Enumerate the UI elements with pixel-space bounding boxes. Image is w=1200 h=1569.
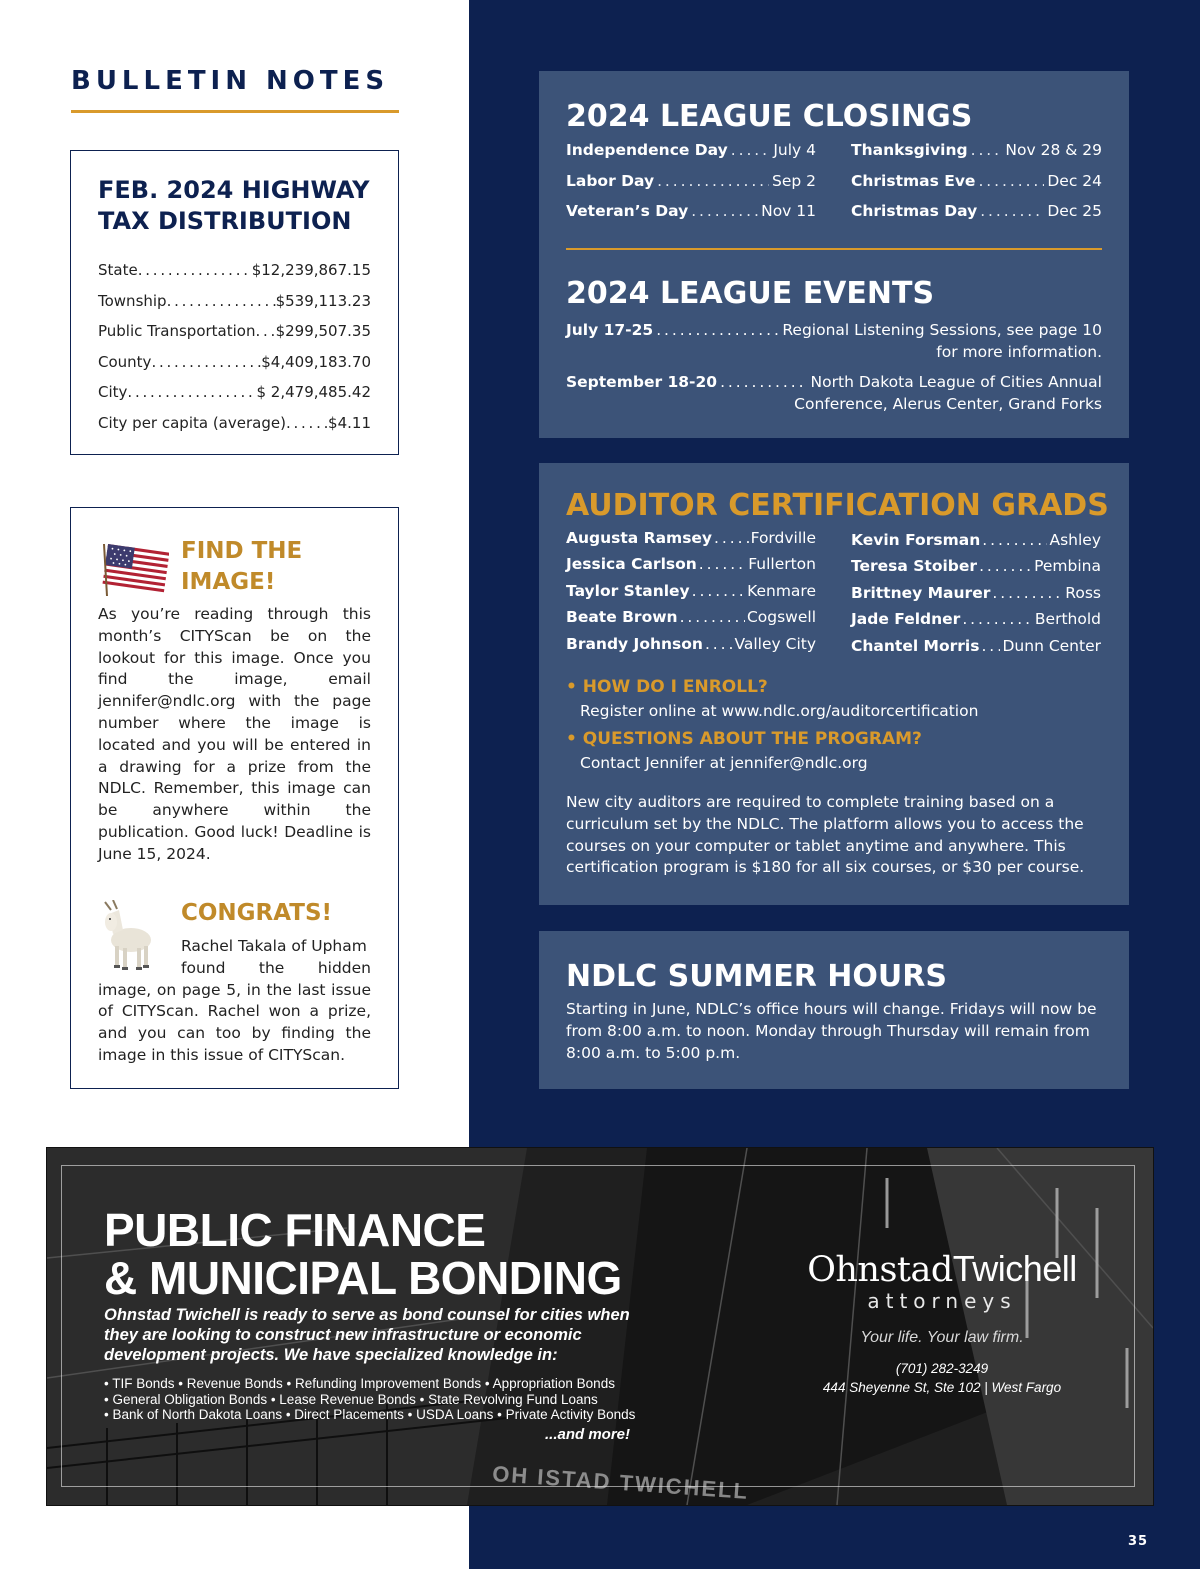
closing-row: Christmas Eve . . . Dec 24	[851, 172, 1102, 203]
event-item: September 18-20 . . . North Dakota League of Cities Annual Conference, Alerus Center, Grand Forks	[566, 371, 1102, 415]
tax-row: City . . . $ 2,479,485.42	[98, 377, 371, 408]
building-sign-text: OH ISTAD TWICHELL	[491, 1461, 750, 1504]
tax-title-line2: TAX DISTRIBUTION	[98, 207, 352, 235]
enroll-heading: • HOW DO I ENROLL?	[566, 677, 768, 697]
tax-row: Public Transportation . . . $299,507.35	[98, 316, 371, 347]
ad-title: PUBLIC FINANCE & MUNICIPAL BONDING	[104, 1204, 622, 1304]
grad-row: Kevin Forsman . . . Ashley	[851, 531, 1101, 557]
firm-logo	[797, 1248, 1087, 1395]
grad-row: Augusta Ramsey . . . Fordville	[566, 529, 816, 555]
closings-title: 2024 LEAGUE CLOSINGS	[566, 99, 973, 134]
bulletin-title: BULLETIN NOTES	[71, 66, 390, 96]
closings-left-list	[566, 141, 816, 233]
questions-text: Contact Jennifer at jennifer@ndlc.org	[580, 754, 868, 772]
auditor-panel	[539, 463, 1129, 905]
grad-row: Jessica Carlson . . . Fullerton	[566, 555, 816, 581]
tax-row: State . . . $12,239,867.15	[98, 255, 371, 286]
summer-hours-panel	[539, 931, 1129, 1089]
grad-row: Brandy Johnson . . . Valley City	[566, 635, 816, 661]
find-title: FIND THE IMAGE!	[181, 538, 303, 595]
firm-sub: attorneys	[867, 1289, 1017, 1313]
closing-row: Christmas Day . . . Dec 25	[851, 202, 1102, 233]
grad-row: Jade Feldner . . . Berthold	[851, 610, 1101, 636]
auditor-title: AUDITOR CERTIFICATION GRADS	[566, 488, 1109, 523]
firm-phone: (701) 282-3249	[895, 1361, 989, 1376]
grads-right-list	[851, 531, 1101, 663]
closings-right-list	[851, 141, 1102, 233]
tax-row: Township . . . $539,113.23	[98, 286, 371, 317]
bulletin-rule	[71, 110, 399, 113]
grad-row: Chantel Morris . . . Dunn Center	[851, 637, 1101, 663]
firm-name: OhnstadTwichell	[807, 1248, 1077, 1290]
hours-title: NDLC SUMMER HOURS	[566, 959, 947, 994]
ohnstad-twichell-ad	[46, 1147, 1154, 1506]
find-the-image-box	[70, 507, 399, 1089]
hours-text: Starting in June, NDLC’s office hours will change. Fridays will now be from 8:00 a.m. to noon. Monday through Thursday will remain from 8:00 a.m. to 5:00 p.m.	[566, 1000, 1097, 1062]
find-text: As you’re reading through this month’s CITYScan be on the lookout for this image. Once you find the image, email jennifer@ndlc.org with the page number where the image is located and you will be entered in a drawing for a prize from the NDLC. Remember, this image can be anywhere within the publication. Good luck! Deadline is June 15, 2024.	[98, 605, 371, 863]
grads-left-list	[566, 529, 816, 661]
tax-distribution-box	[70, 150, 399, 455]
grad-row: Taylor Stanley . . . Kenmare	[566, 582, 816, 608]
questions-heading: • QUESTIONS ABOUT THE PROGRAM?	[566, 729, 922, 749]
closing-row: Veteran’s Day . . . Nov 11	[566, 202, 816, 233]
tax-row: City per capita (average) . . . $4.11	[98, 408, 371, 439]
congrats-title: CONGRATS!	[181, 900, 333, 926]
tax-title-line1: FEB. 2024 HIGHWAY	[98, 176, 370, 204]
ad-more: ...and more!	[545, 1426, 631, 1443]
grad-row: Brittney Maurer . . . Ross	[851, 584, 1101, 610]
events-title: 2024 LEAGUE EVENTS	[566, 276, 935, 311]
ad-intro: Ohnstad Twichell is ready to serve as bond counsel for cities when they are looking to construct new infrastructure or economic development projects. We have specialized knowledge in:	[104, 1306, 630, 1364]
grad-row: Teresa Stoiber . . . Pembina	[851, 557, 1101, 583]
closings-events-panel	[539, 71, 1129, 438]
auditor-paragraph: New city auditors are required to complete training based on a curriculum set by the NDLC. The platform allows you to access the courses on your computer or tablet anytime and anywhere. This certification program is $180 for all six courses, or $30 per course.	[566, 793, 1085, 877]
congrats-text: Rachel Takala of Upham found the hidden image, on page 5, in the last issue of CITYScan. Rachel won a prize, and you can too by finding the image in this issue of CITYScan.	[98, 937, 371, 1064]
closings-divider	[566, 248, 1102, 250]
tax-title	[98, 175, 371, 237]
tax-row: County . . . $4,409,183.70	[98, 347, 371, 378]
american-flag-icon	[101, 538, 169, 598]
event-item: July 17-25 . . . Regional Listening Sessions, see page 10 for more information.	[566, 319, 1102, 363]
ad-bullets: • TIF Bonds • Revenue Bonds • Refunding Improvement Bonds • Appropriation Bonds • General Obligation Bonds • Lease Revenue Bonds • State Revolving Fund Loans • Bank of North Dakota Loans • Direct Placements • USDA Loans • Private Activity Bonds	[104, 1376, 636, 1422]
page-number: 35	[1128, 1534, 1149, 1549]
closing-row: Thanksgiving . . . Nov 28 & 29	[851, 141, 1102, 172]
enroll-text: Register online at www.ndlc.org/auditorcertification	[580, 702, 979, 720]
closing-row: Labor Day . . . Sep 2	[566, 172, 816, 203]
closing-row: Independence Day . . . July 4	[566, 141, 816, 172]
firm-address: 444 Sheyenne St, Ste 102 | West Fargo	[822, 1380, 1062, 1395]
firm-tagline: Your life. Your law firm.	[860, 1329, 1024, 1346]
grad-row: Beate Brown . . . Cogswell	[566, 608, 816, 634]
